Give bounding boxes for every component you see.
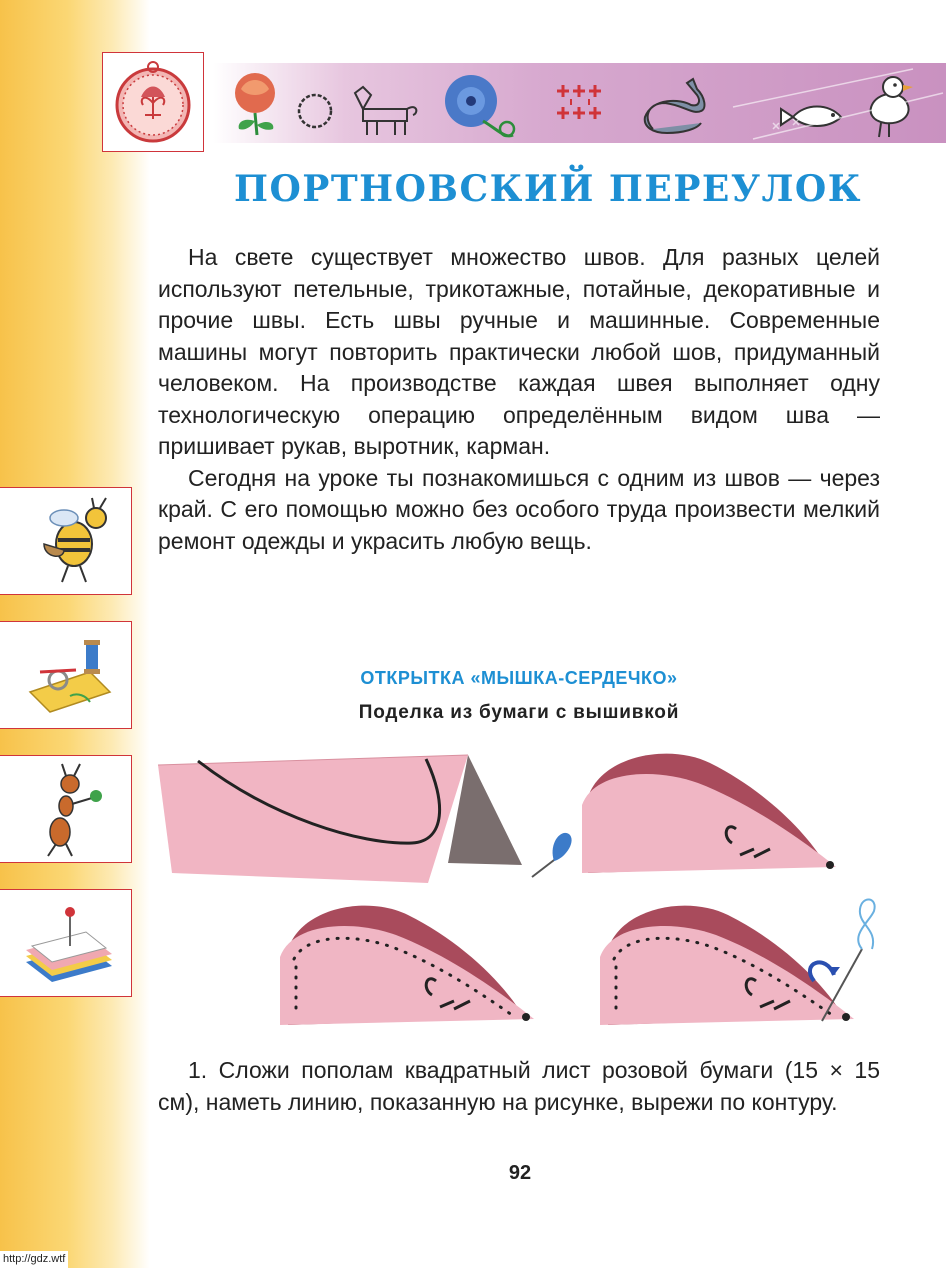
watermark-link[interactable]: http://gdz.wtf bbox=[0, 1251, 68, 1268]
flower-icon bbox=[235, 73, 275, 135]
cornflower-icon bbox=[445, 75, 514, 136]
instructions-illustration bbox=[150, 745, 946, 1045]
sewing-tools-icon bbox=[0, 622, 130, 726]
bird-icon bbox=[871, 77, 913, 137]
ant-with-flower-icon bbox=[0, 756, 130, 860]
folded-paper-illustration bbox=[158, 755, 522, 883]
bee-with-basket-icon bbox=[0, 488, 130, 592]
decorative-banner bbox=[213, 63, 946, 143]
project-title: ОТКРЫТКА «МЫШКА-СЕРДЕЧКО» bbox=[360, 668, 678, 688]
ring-icon bbox=[299, 95, 331, 127]
page-title: ПОРТНОВСКИЙ ПЕРЕУЛОК bbox=[233, 168, 863, 210]
paper-stack-with-pin-icon bbox=[0, 890, 130, 994]
project-subtitle: Поделка из бумаги с вышивкой bbox=[358, 702, 680, 723]
cross-stitch-icon bbox=[557, 85, 601, 119]
chapter-emblem bbox=[102, 52, 204, 152]
sidebar-icon-box-2 bbox=[0, 621, 132, 729]
mouse-cutout-illustration bbox=[582, 754, 836, 873]
mouse-stitching-illustration bbox=[600, 899, 875, 1025]
sidebar-icon-box-3 bbox=[0, 755, 132, 863]
sidebar-icon-box-1 bbox=[0, 487, 132, 595]
page-number: 92 bbox=[508, 1162, 532, 1184]
intro-paragraph-1: На свете существует множество швов. Для разных целей используют петельные, трикотажные, потайные, декоративные и прочие швы. Есть швы ручные и машинные. Современные машины могут повторить практически любой шов, придуманный человеком. На производстве каждая швея выполняет одну технологическую операцию определённым видом шва — пришивает рукав, выротник, карман. bbox=[158, 244, 880, 459]
fish-icon bbox=[781, 107, 841, 127]
intro-text bbox=[158, 242, 880, 557]
intro-paragraph-2: Сегодня на уроке ты познакомишься с одним из швов — через край. С его помощью можно без особого труда произвести мелкий ремонт одежды и украсить любую вещь. bbox=[158, 464, 880, 554]
goat-icon bbox=[355, 87, 416, 135]
step-1-text: 1. Сложи пополам квадратный лист розовой бумаги (15 × 15 см), наметь линию, показанную на рисунке, вырежи по контуру. bbox=[158, 1057, 880, 1115]
step-list bbox=[158, 1055, 880, 1118]
sidebar-icon-box-4 bbox=[0, 889, 132, 997]
swan-icon bbox=[645, 79, 705, 133]
